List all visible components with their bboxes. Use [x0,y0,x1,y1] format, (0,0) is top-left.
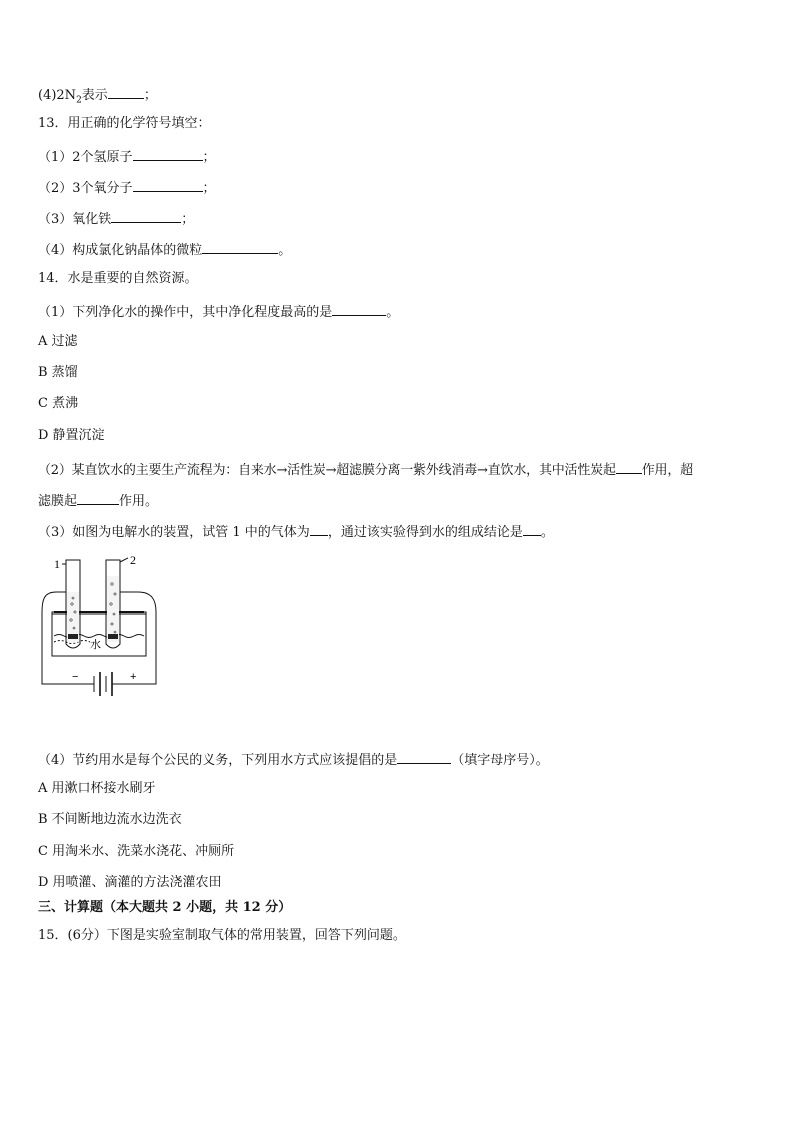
plus-label: + [130,671,137,683]
q14-3-line [38,521,554,542]
q14-2-text: （2）某直饮水的主要生产流程为：自来水→活性炭→超滤膜分离一紫外线消毒→直饮水，其中活性炭起 [38,463,616,478]
q14-2-blank-1[interactable] [616,459,642,474]
q14-4-text-post: （填字母序号）。 [451,753,549,768]
q14-2b-line [38,490,158,511]
q14-2-text-mid: 作用，超 [641,463,693,478]
q14-4-option-c: C 用淘米水、洗菜水浇花、冲厕所 [38,844,235,859]
q14-4-blank[interactable] [397,749,451,764]
q14-3-punct: 。 [540,525,554,540]
water-label: 水 [90,639,101,651]
q13-2-blank[interactable] [133,177,203,192]
q14-3-text-mid: ，通过该实验得到水的组成结论是 [327,525,523,540]
q14-1-option-a: A 过滤 [38,334,78,349]
q12-4-line [38,84,157,110]
q14-2b-text: 滤膜起 [38,494,78,509]
q14-3-blank-2[interactable] [523,521,541,536]
q14-1-blank[interactable] [332,301,386,316]
q14-title: 14．水是重要的自然资源。 [38,271,198,286]
q12-4-text: (4)2N [38,88,77,103]
q13-2-text: （2）3个氧分子 [38,181,133,196]
q14-4-option-a: A 用漱口杯接水刷牙 [38,781,156,796]
q14-2b-punct: 作用。 [119,494,159,509]
q13-4-line [38,239,291,260]
q13-3-line [38,208,194,229]
electrolysis-apparatus-figure [34,552,169,704]
q13-1-line [38,146,216,167]
minus-label: − [72,671,79,683]
q15-title: 15．(6分）下图是实验室制取气体的常用装置，回答下列问题。 [38,928,406,943]
electrode-right [108,634,118,639]
q14-3-blank-1[interactable] [310,521,328,536]
section-3-title: 三、计算题（本大题共 2 小题，共 12 分） [38,900,292,915]
q13-4-blank[interactable] [202,239,278,254]
tube-label-1: 1 [54,557,60,571]
q14-2-blank-2[interactable] [77,490,119,505]
q14-2-line [38,459,693,480]
q13-title: 13．用正确的化学符号填空： [38,116,211,131]
q14-4-option-d: D 用喷灌、滴灌的方法浇灌农田 [38,875,222,890]
q13-2-line [38,177,216,198]
q14-1-punct: 。 [386,305,400,320]
q13-3-blank[interactable] [111,208,181,223]
q14-1-option-c: C 煮沸 [38,396,79,411]
q13-1-blank[interactable] [133,146,203,161]
q13-1-text: （1）2个氢原子 [38,150,133,165]
electrode-left [68,634,78,639]
q14-3-text: （3）如图为电解水的装置，试管 1 中的气体为 [38,525,310,540]
q13-1-punct: ； [202,150,216,165]
q13-4-text: （4）构成氯化钠晶体的微粒 [38,243,203,258]
q14-4-option-b: B 不间断地边流水边洗衣 [38,812,182,827]
q14-4-line [38,749,549,770]
q14-1-option-d: D 静置沉淀 [38,428,105,443]
q13-2-punct: ； [202,181,216,196]
q12-4-subscript: 2 [76,95,82,106]
q12-4-blank[interactable] [108,84,144,99]
q12-4-punct: ； [143,88,157,103]
q14-4-text: （4）节约用水是每个公民的义务，下列用水方式应该提倡的是 [38,753,398,768]
q14-1-text: （1）下列净化水的操作中，其中净化程度最高的是 [38,305,333,320]
q12-4-text-mid: 表示 [81,88,108,103]
q14-1-option-b: B 蒸馏 [38,365,78,380]
q13-3-text: （3）氧化铁 [38,212,112,227]
q14-1-line [38,301,399,322]
q13-4-punct: 。 [278,243,292,258]
tube-label-2: 2 [130,553,136,567]
q13-3-punct: ； [181,212,195,227]
